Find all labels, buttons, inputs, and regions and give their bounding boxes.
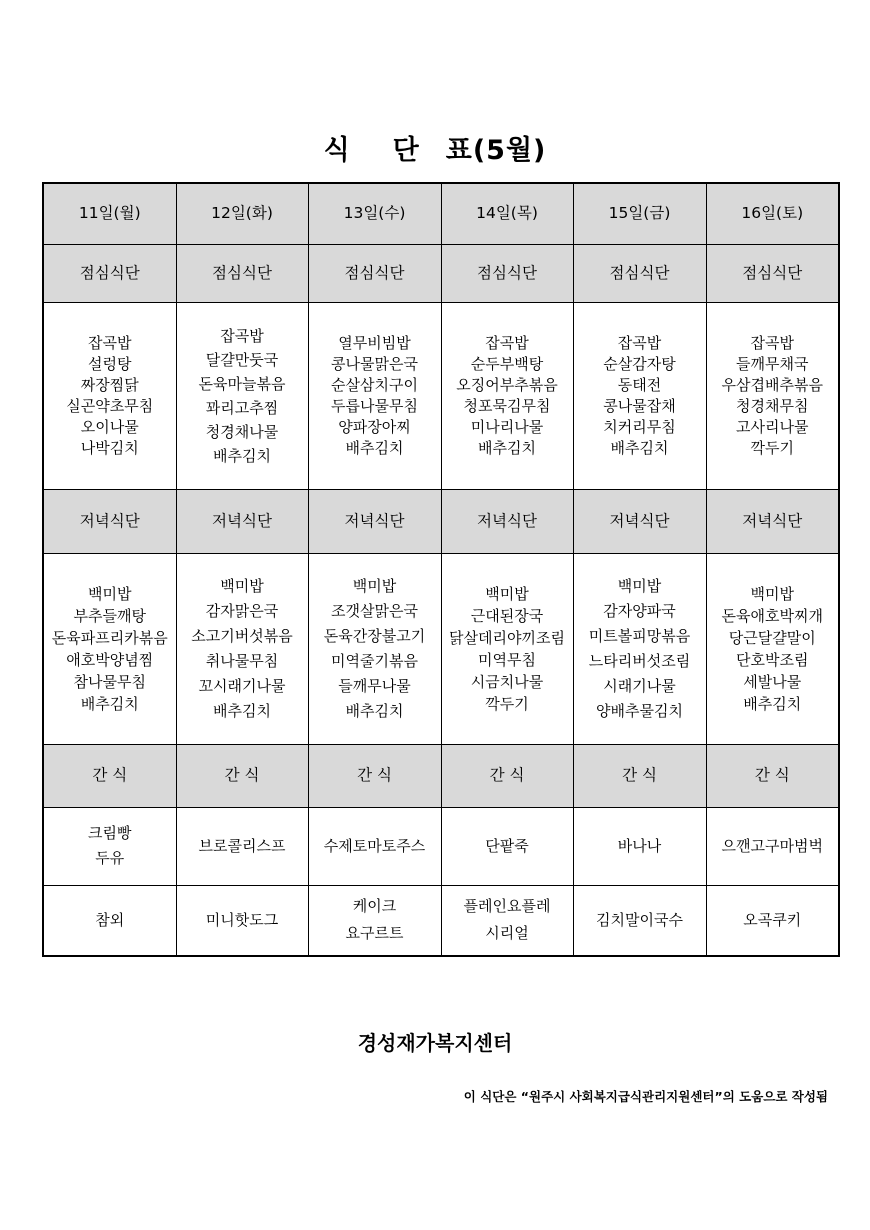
menu-item: 콩나물맑은국 (331, 354, 418, 373)
lunch-label: 점심식단 (441, 244, 573, 302)
menu-item: 순살삼치구이 (331, 375, 418, 394)
menu-item: 백미밥 (750, 584, 794, 603)
menu-item: 배추김치 (743, 694, 802, 713)
menu-item: 배추김치 (213, 701, 271, 720)
menu-item: 꼬시래기나물 (198, 676, 286, 695)
lunch-label: 점심식단 (308, 244, 441, 302)
dinner-label: 저녁식단 (176, 489, 308, 553)
day-header: 13일(수) (308, 183, 441, 244)
menu-item: 배추김치 (478, 438, 536, 457)
menu-item: 꽈리고추찜 (205, 398, 279, 417)
menu-item: 치커리무침 (603, 417, 676, 436)
snack-cell (706, 807, 839, 885)
menu-item: 미트볼피망볶음 (588, 626, 691, 645)
menu-item: 백미밥 (485, 584, 529, 603)
menu-item: 단호박조림 (736, 650, 809, 669)
lunch-menu-cell (441, 302, 573, 489)
snack-cell (308, 885, 441, 956)
menu-item: 짜장찜닭 (80, 375, 139, 394)
snack-item: 오곡쿠키 (743, 910, 802, 929)
snack-item: 플레인요플레 (463, 897, 551, 916)
snack-item: 브로콜리스프 (198, 836, 286, 855)
snack-cell (573, 885, 706, 956)
dinner-menu-cell (441, 553, 573, 744)
menu-item: 잡곡밥 (750, 333, 794, 352)
footer-note: 이 식단은 “원주시 사회복지급식관리지원센터”의 도움으로 작성됨 (463, 1089, 828, 1104)
menu-item: 당근달걀말이 (728, 628, 816, 647)
menu-item: 돈육간장불고기 (323, 626, 426, 645)
dinner-menu-cell (308, 553, 441, 744)
lunch-label-row (43, 244, 839, 302)
page-title: 식 단 표(5월) (323, 135, 547, 166)
menu-item: 들깨무나물 (338, 676, 411, 695)
menu-item: 소고기버섯볶음 (191, 626, 293, 645)
menu-item: 느타리버섯조림 (588, 651, 691, 670)
menu-item: 백미밥 (617, 576, 662, 595)
snack-label: 간 식 (43, 744, 176, 807)
menu-item: 오징어부추볶음 (456, 375, 558, 394)
snack-label: 간 식 (573, 744, 706, 807)
snack-item: 시리얼 (485, 924, 529, 943)
menu-item: 미역무침 (478, 650, 536, 669)
dinner-label: 저녁식단 (573, 489, 706, 553)
snack-label: 간 식 (441, 744, 573, 807)
dinner-label-row (43, 489, 839, 553)
menu-item: 양배추물김치 (596, 701, 683, 720)
dinner-menu-cell (176, 553, 308, 744)
menu-item: 잡곡밥 (617, 333, 662, 352)
snack-cell (308, 807, 441, 885)
menu-item: 배추김치 (345, 438, 404, 457)
lunch-menu-cell (176, 302, 308, 489)
menu-item: 순살감자탕 (603, 354, 676, 373)
dinner-label: 저녁식단 (43, 489, 176, 553)
snack-item: 크림빵 (88, 824, 132, 842)
snack-item: 참외 (95, 910, 125, 929)
snack-item: 단팥죽 (485, 836, 529, 855)
snack-cell (706, 885, 839, 956)
snack-cell (441, 885, 573, 956)
lunch-label: 점심식단 (176, 244, 308, 302)
menu-item: 배추김치 (80, 694, 139, 713)
menu-item: 청포묵김무침 (463, 396, 551, 415)
menu-item: 순두부백탕 (470, 354, 544, 373)
menu-item: 실곤약초무침 (66, 396, 154, 415)
dinner-menu-cell (573, 553, 706, 744)
snack-cell (43, 807, 176, 885)
menu-item: 세발나물 (743, 672, 802, 691)
lunch-menu-cell (43, 302, 176, 489)
lunch-menu-row (43, 302, 839, 489)
day-header: 11일(월) (43, 183, 176, 244)
menu-item: 우삼겹배추볶음 (721, 375, 823, 394)
snack-item: 으깬고구마범벅 (721, 836, 823, 855)
snack-item: 두유 (95, 849, 125, 867)
snack-item: 케이크 (352, 897, 397, 916)
lunch-menu-cell (573, 302, 706, 489)
day-header: 15일(금) (573, 183, 706, 244)
menu-item: 미나리나물 (470, 417, 544, 436)
menu-item: 근대된장국 (470, 606, 544, 625)
snack-item: 미니핫도그 (205, 910, 279, 929)
menu-item: 콩나물잡채 (603, 396, 676, 415)
menu-item: 잡곡밥 (220, 326, 264, 345)
menu-item: 닭살데리야끼조림 (449, 628, 565, 647)
lunch-label: 점심식단 (43, 244, 176, 302)
menu-item: 미역줄기볶음 (331, 651, 418, 670)
dinner-menu-row (43, 553, 839, 744)
snack-label-row (43, 744, 839, 807)
dinner-menu-cell (706, 553, 839, 744)
menu-item: 돈육파프리카볶음 (51, 628, 168, 647)
snack-label: 간 식 (308, 744, 441, 807)
menu-item: 깍두기 (485, 694, 529, 713)
menu-item: 시금치나물 (470, 672, 544, 691)
lunch-label: 점심식단 (573, 244, 706, 302)
menu-item: 설렁탕 (88, 354, 132, 373)
menu-table (42, 182, 840, 957)
menu-item: 조갯살맑은국 (331, 601, 418, 620)
menu-item: 취나물무침 (205, 651, 279, 670)
snack-item: 김치말이국수 (596, 910, 683, 929)
snack-item: 바나나 (617, 836, 662, 855)
lunch-menu-cell (308, 302, 441, 489)
snack-label: 간 식 (176, 744, 308, 807)
center-name: 경성재가복지센터 (357, 1031, 513, 1055)
menu-item: 시래기나물 (603, 676, 676, 695)
menu-item: 돈육애호박찌개 (721, 606, 823, 625)
menu-item: 배추김치 (345, 701, 404, 720)
menu-item: 청경채나물 (205, 422, 279, 441)
snack-item: 요구르트 (345, 924, 404, 943)
menu-item: 나박김치 (80, 438, 139, 457)
menu-item: 양파장아찌 (338, 417, 411, 436)
snack-row-2 (43, 885, 839, 956)
lunch-label: 점심식단 (706, 244, 839, 302)
menu-item: 감자양파국 (603, 601, 676, 620)
dinner-label: 저녁식단 (706, 489, 839, 553)
menu-item: 부추들깨탕 (73, 606, 146, 625)
menu-item: 열무비빔밥 (338, 333, 411, 352)
menu-item: 두릅나물무침 (331, 396, 418, 415)
menu-item: 백미밥 (352, 576, 397, 595)
menu-item: 참나물무침 (73, 672, 146, 691)
menu-item: 배추김치 (213, 446, 271, 465)
day-header: 12일(화) (176, 183, 308, 244)
menu-item: 청경채무침 (736, 396, 809, 415)
menu-item: 애호박양념찜 (66, 650, 154, 669)
menu-item: 잡곡밥 (485, 333, 529, 352)
menu-item: 동태전 (617, 375, 662, 394)
snack-label: 간 식 (706, 744, 839, 807)
snack-cell (573, 807, 706, 885)
menu-item: 감자맑은국 (205, 601, 279, 620)
menu-item: 달걀만둣국 (205, 350, 279, 369)
snack-cell (43, 885, 176, 956)
menu-item: 잡곡밥 (88, 333, 132, 352)
lunch-menu-cell (706, 302, 839, 489)
menu-item: 들깨무채국 (736, 354, 809, 373)
menu-item: 고사리나물 (736, 417, 809, 436)
snack-item: 수제토마토주스 (323, 836, 426, 855)
snack-row-1 (43, 807, 839, 885)
day-header: 16일(토) (706, 183, 839, 244)
menu-item: 배추김치 (610, 438, 669, 457)
snack-cell (176, 807, 308, 885)
dinner-label: 저녁식단 (441, 489, 573, 553)
menu-item: 깍두기 (750, 438, 794, 457)
day-header: 14일(목) (441, 183, 573, 244)
day-header-row (43, 183, 839, 244)
menu-item: 돈육마늘볶음 (198, 374, 286, 393)
menu-item: 오이나물 (80, 417, 139, 436)
dinner-menu-cell (43, 553, 176, 744)
dinner-label: 저녁식단 (308, 489, 441, 553)
snack-cell (176, 885, 308, 956)
menu-item: 백미밥 (88, 584, 132, 603)
menu-item: 백미밥 (220, 576, 264, 595)
snack-cell (441, 807, 573, 885)
